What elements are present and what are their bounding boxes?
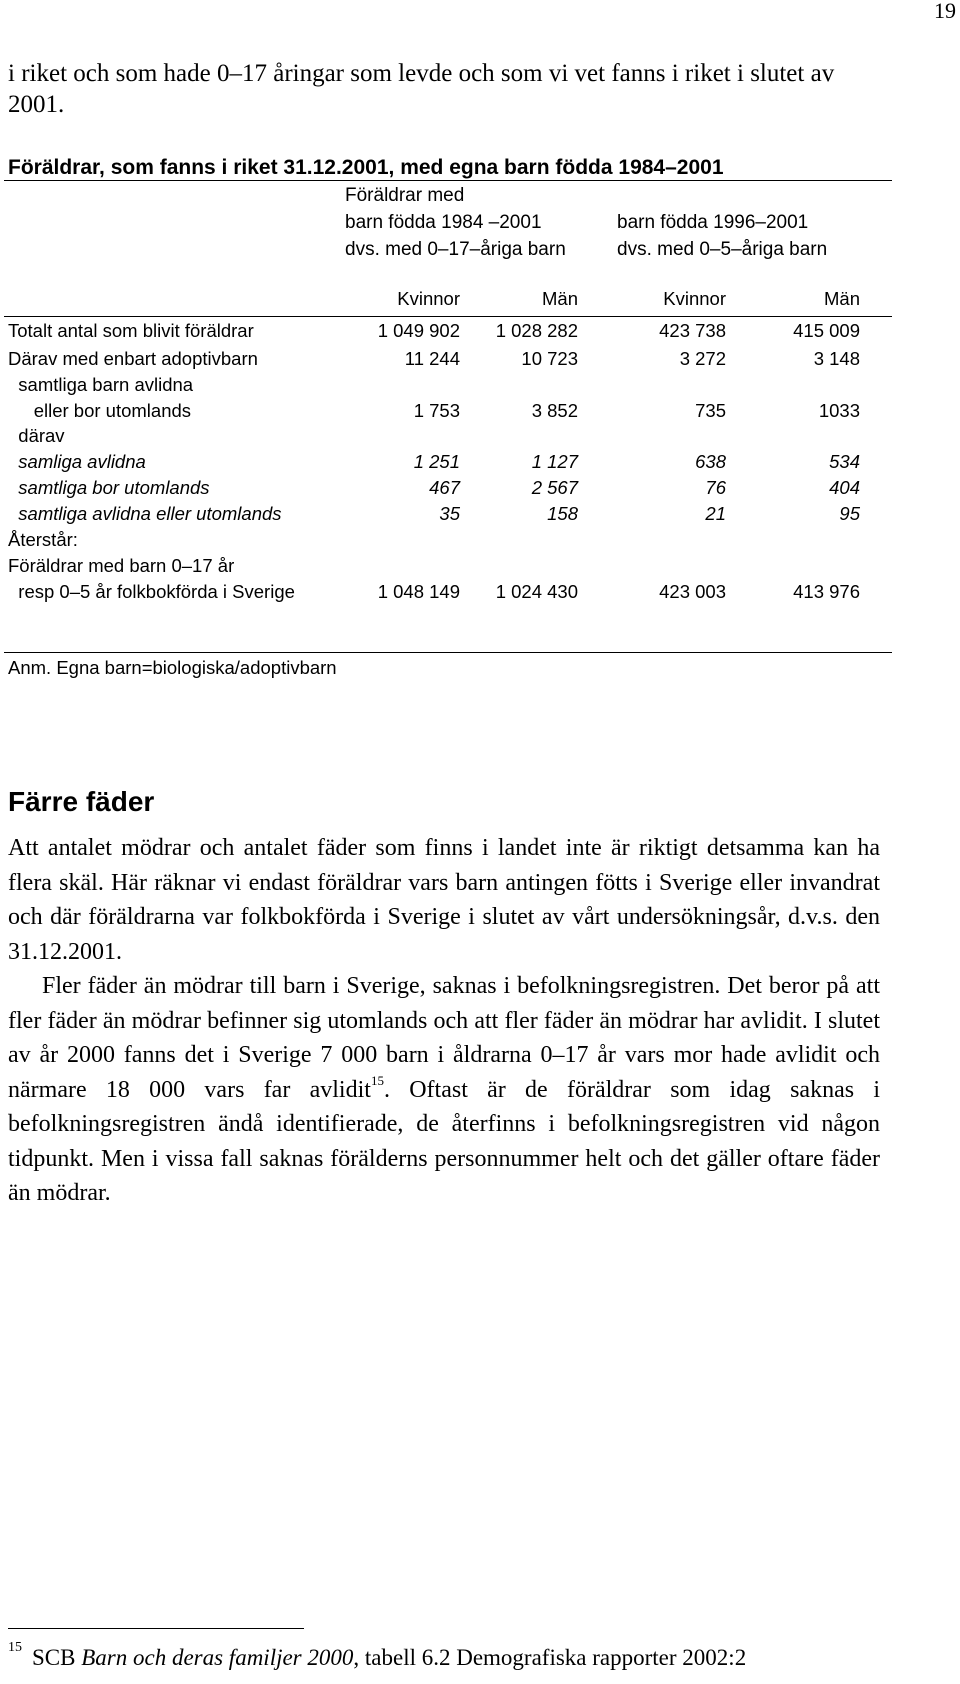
footnote-suffix: , tabell 6.2 Demografiska rapporter 2002:2 (353, 1645, 747, 1670)
footnote (8, 1640, 747, 1671)
cell: 404 (829, 477, 860, 498)
cell: 423 003 (659, 581, 726, 602)
group-header-2 (617, 209, 827, 263)
table-row (8, 425, 888, 453)
row-label: samliga avlidna (8, 451, 146, 472)
header-rule (4, 316, 892, 317)
group-header-1 (345, 182, 566, 263)
paragraph (8, 969, 880, 1211)
row-label: Därav med enbart adoptivbarn (8, 348, 258, 369)
cell: 1 251 (413, 451, 460, 472)
cell: 415 009 (793, 320, 860, 341)
paragraph-text: Fler fäder än mödrar till barn i Sverige, saknas i befolkningsregistren. Det beror på att fler fäder än mödrar befinner sig utomlands och att fler fäder än mödrar har avlidit. I slutet av år 2000 fanns det i Sverige 7 000 barn i åldrarna 0–17 år vars mor hade avlidit och närmare 18 000 vars far avlidit (8, 973, 880, 1103)
cell: 1 024 430 (495, 581, 578, 602)
row-label: Föräldrar med barn 0–17 år (8, 555, 235, 576)
cell: 467 (429, 477, 460, 498)
col-header-kvinnor-2: Kvinnor (663, 288, 726, 309)
cell: 1 028 282 (495, 320, 578, 341)
column-headers (8, 288, 888, 316)
row-label: eller bor utomlands (8, 400, 192, 421)
paragraph-text: . Oftast är de föräldrar som idag saknas i befolkningsregistren ändå identifierade, de återfinns i befolkningsregistren vid någon tidpunkt. Men i vissa fall saknas förälderns personnummer helt och det gäller oftare fäder än mödrar. (8, 1076, 881, 1206)
table-row (8, 374, 888, 402)
footnote-reference[interactable]: 15 (370, 1072, 384, 1088)
cell: 1 049 902 (377, 320, 460, 341)
section-heading: Färre fäder (8, 786, 155, 817)
cell: 735 (695, 400, 726, 421)
table-bottom-rule (4, 652, 892, 653)
row-label: Totalt antal som blivit föräldrar (8, 320, 254, 341)
cell: 1 048 149 (377, 581, 460, 602)
row-label: samtliga barn avlidna (8, 374, 194, 395)
table-row (8, 477, 888, 505)
row-label: resp 0–5 år folkbokförda i Sverige (8, 581, 295, 602)
table-title: Föräldrar, som fanns i riket 31.12.2001, med egna barn födda 1984–2001 (8, 156, 724, 179)
table-row (8, 400, 888, 428)
cell: 638 (695, 451, 726, 472)
group-header-1-line3: dvs. med 0–17–åriga barn (345, 239, 566, 260)
group-header-1-line1: Föräldrar med (345, 185, 465, 206)
cell: 21 (705, 503, 726, 524)
cell: 76 (705, 477, 726, 498)
row-label: Återstår: (8, 529, 78, 550)
table-row (8, 529, 888, 557)
cell: 35 (439, 503, 460, 524)
footnote-prefix: SCB (32, 1645, 82, 1670)
row-label: därav (8, 425, 65, 446)
cell: 158 (547, 503, 578, 524)
footnote-number: 15 (8, 1640, 22, 1655)
cell: 2 567 (531, 477, 578, 498)
row-label: samtliga bor utomlands (8, 477, 210, 498)
table-row (8, 320, 888, 348)
page-number: 19 (934, 0, 956, 23)
cell: 1 127 (531, 451, 578, 472)
cell: 1033 (818, 400, 860, 421)
table-row (8, 348, 888, 376)
cell: 3 852 (531, 400, 578, 421)
group-header-1-line2: barn födda 1984 –2001 (345, 212, 542, 233)
table-note: Anm. Egna barn=biologiska/adoptivbarn (8, 657, 337, 678)
group-header-2-line2: barn födda 1996–2001 (617, 212, 809, 233)
col-header-man-1: Män (542, 288, 578, 309)
footnote-title: Barn och deras familjer 2000 (81, 1645, 354, 1670)
cell: 95 (839, 503, 860, 524)
body-text (8, 831, 880, 1211)
table-row (8, 451, 888, 479)
row-label: samtliga avlidna eller utomlands (8, 503, 282, 524)
cell: 423 738 (659, 320, 726, 341)
cell: 1 753 (413, 400, 460, 421)
cell: 11 244 (404, 348, 460, 369)
group-header-2-line3: dvs. med 0–5–åriga barn (617, 239, 828, 260)
col-header-kvinnor-1: Kvinnor (397, 288, 460, 309)
intro-text: i riket och som hade 0–17 åringar som levde och som vi vet fanns i riket i slutet av 2001. (8, 60, 835, 118)
footnote-divider (8, 1628, 304, 1629)
cell: 413 976 (793, 581, 860, 602)
table-row (8, 503, 888, 531)
cell: 3 148 (813, 348, 860, 369)
table-row (8, 581, 888, 609)
cell: 10 723 (521, 348, 578, 369)
cell: 534 (829, 451, 860, 472)
table-row (8, 555, 888, 583)
paragraph: Att antalet mödrar och antalet fäder som finns i landet inte är riktigt detsamma kan ha flera skäl. Här räknar vi endast föräldrar vars barn antingen fötts i Sverige eller invandrat och där föräldrarna var folkbokförda i Sverige i slutet av vårt undersökningsår, d.v.s. den 31.12.2001. (8, 835, 880, 965)
table-top-rule (4, 180, 892, 181)
cell: 3 272 (679, 348, 726, 369)
col-header-man-2: Män (824, 288, 860, 309)
